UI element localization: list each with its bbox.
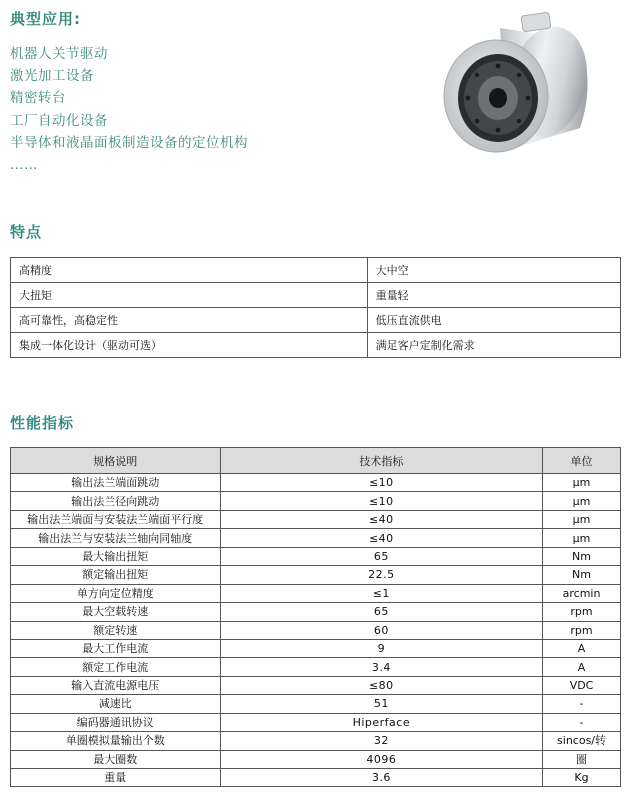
table-row <box>11 566 621 584</box>
spec-name-cell: 额定工作电流 <box>11 658 221 676</box>
spec-name-cell: 重量 <box>11 769 221 787</box>
spec-value-cell: 3.4 <box>220 658 542 676</box>
header-spec: 规格说明 <box>11 448 221 474</box>
spec-unit-cell: arcmin <box>543 584 621 602</box>
table-row <box>11 283 621 308</box>
spec-name-cell: 输入直流电源电压 <box>11 676 221 694</box>
features-title: 特点 <box>10 223 43 241</box>
spec-unit-cell: μm <box>543 474 621 492</box>
table-row <box>11 529 621 547</box>
spec-value-cell: ≤40 <box>220 510 542 528</box>
table-row <box>11 510 621 528</box>
table-row <box>11 603 621 621</box>
spec-unit-cell: Kg <box>543 769 621 787</box>
spec-name-cell: 额定转速 <box>11 621 221 639</box>
spec-name-cell: 单方向定位精度 <box>11 584 221 602</box>
spec-unit-cell: μm <box>543 510 621 528</box>
performance-title: 性能指标 <box>10 414 75 432</box>
spec-value-cell: 9 <box>220 639 542 657</box>
spec-value-cell: 60 <box>220 621 542 639</box>
table-row <box>11 333 621 358</box>
spec-unit-cell: A <box>543 658 621 676</box>
spec-value-cell: ≤1 <box>220 584 542 602</box>
spec-value-cell: ≤10 <box>220 492 542 510</box>
header-value: 技术指标 <box>220 448 542 474</box>
spec-name-cell: 减速比 <box>11 695 221 713</box>
spec-unit-cell: A <box>543 639 621 657</box>
spec-value-cell: ≤10 <box>220 474 542 492</box>
spec-value-cell: Hiperface <box>220 713 542 731</box>
feature-cell: 重量轻 <box>367 283 620 308</box>
table-row <box>11 639 621 657</box>
table-row <box>11 695 621 713</box>
spec-name-cell: 编码器通讯协议 <box>11 713 221 731</box>
spec-value-cell: 32 <box>220 732 542 750</box>
header-unit: 单位 <box>543 448 621 474</box>
table-row <box>11 492 621 510</box>
spec-value-cell: 4096 <box>220 750 542 768</box>
table-row <box>11 676 621 694</box>
spec-value-cell: 3.6 <box>220 769 542 787</box>
applications-list <box>10 43 248 176</box>
application-item: 激光加工设备 <box>10 68 94 85</box>
spec-value-cell: 65 <box>220 547 542 565</box>
table-row <box>11 769 621 787</box>
table-row <box>11 732 621 750</box>
spec-unit-cell: Nm <box>543 547 621 565</box>
spec-value-cell: ≤40 <box>220 529 542 547</box>
table-row <box>11 621 621 639</box>
spec-unit-cell: Nm <box>543 566 621 584</box>
spec-value-cell: 65 <box>220 603 542 621</box>
features-table <box>10 257 621 358</box>
spec-unit-cell: - <box>543 695 621 713</box>
spec-name-cell: 最大空载转速 <box>11 603 221 621</box>
feature-cell: 大中空 <box>367 258 620 283</box>
product-image <box>438 10 598 160</box>
spec-unit-cell: - <box>543 713 621 731</box>
spec-unit-cell: μm <box>543 492 621 510</box>
spec-unit-cell: 圈 <box>543 750 621 768</box>
table-row <box>11 658 621 676</box>
spec-unit-cell: μm <box>543 529 621 547</box>
spec-value-cell: ≤80 <box>220 676 542 694</box>
table-header-row <box>11 448 621 474</box>
performance-table <box>10 447 621 787</box>
spec-unit-cell: rpm <box>543 621 621 639</box>
spec-value-cell: 22.5 <box>220 566 542 584</box>
spec-value-cell: 51 <box>220 695 542 713</box>
spec-unit-cell: sincos/转 <box>543 732 621 750</box>
table-row <box>11 308 621 333</box>
spec-name-cell: 输出法兰端面与安装法兰端面平行度 <box>11 510 221 528</box>
table-row <box>11 713 621 731</box>
application-item: …… <box>10 156 38 173</box>
applications-title: 典型应用: <box>10 10 81 28</box>
spec-name-cell: 最大输出扭矩 <box>11 547 221 565</box>
application-item: 精密转台 <box>10 90 66 107</box>
feature-cell: 满足客户定制化需求 <box>367 333 620 358</box>
application-item: 机器人关节驱动 <box>10 46 108 62</box>
spec-name-cell: 输出法兰端面跳动 <box>11 474 221 492</box>
feature-cell: 高精度 <box>11 258 368 283</box>
application-item: 工厂自动化设备 <box>10 112 108 129</box>
spec-name-cell: 额定输出扭矩 <box>11 566 221 584</box>
table-row <box>11 547 621 565</box>
feature-cell: 大扭矩 <box>11 283 368 308</box>
table-row <box>11 750 621 768</box>
spec-unit-cell: VDC <box>543 676 621 694</box>
spec-name-cell: 单圈模拟量输出个数 <box>11 732 221 750</box>
feature-cell: 集成一体化设计（驱动可选） <box>11 333 368 358</box>
spec-name-cell: 最大圈数 <box>11 750 221 768</box>
table-row <box>11 258 621 283</box>
feature-cell: 高可靠性，高稳定性 <box>11 308 368 333</box>
spec-unit-cell: rpm <box>543 603 621 621</box>
feature-cell: 低压直流供电 <box>367 308 620 333</box>
table-row <box>11 584 621 602</box>
application-item: 半导体和液晶面板制造设备的定位机构 <box>10 134 248 151</box>
table-row <box>11 474 621 492</box>
spec-name-cell: 输出法兰与安装法兰轴向同轴度 <box>11 529 221 547</box>
spec-name-cell: 输出法兰径向跳动 <box>11 492 221 510</box>
spec-name-cell: 最大工作电流 <box>11 639 221 657</box>
